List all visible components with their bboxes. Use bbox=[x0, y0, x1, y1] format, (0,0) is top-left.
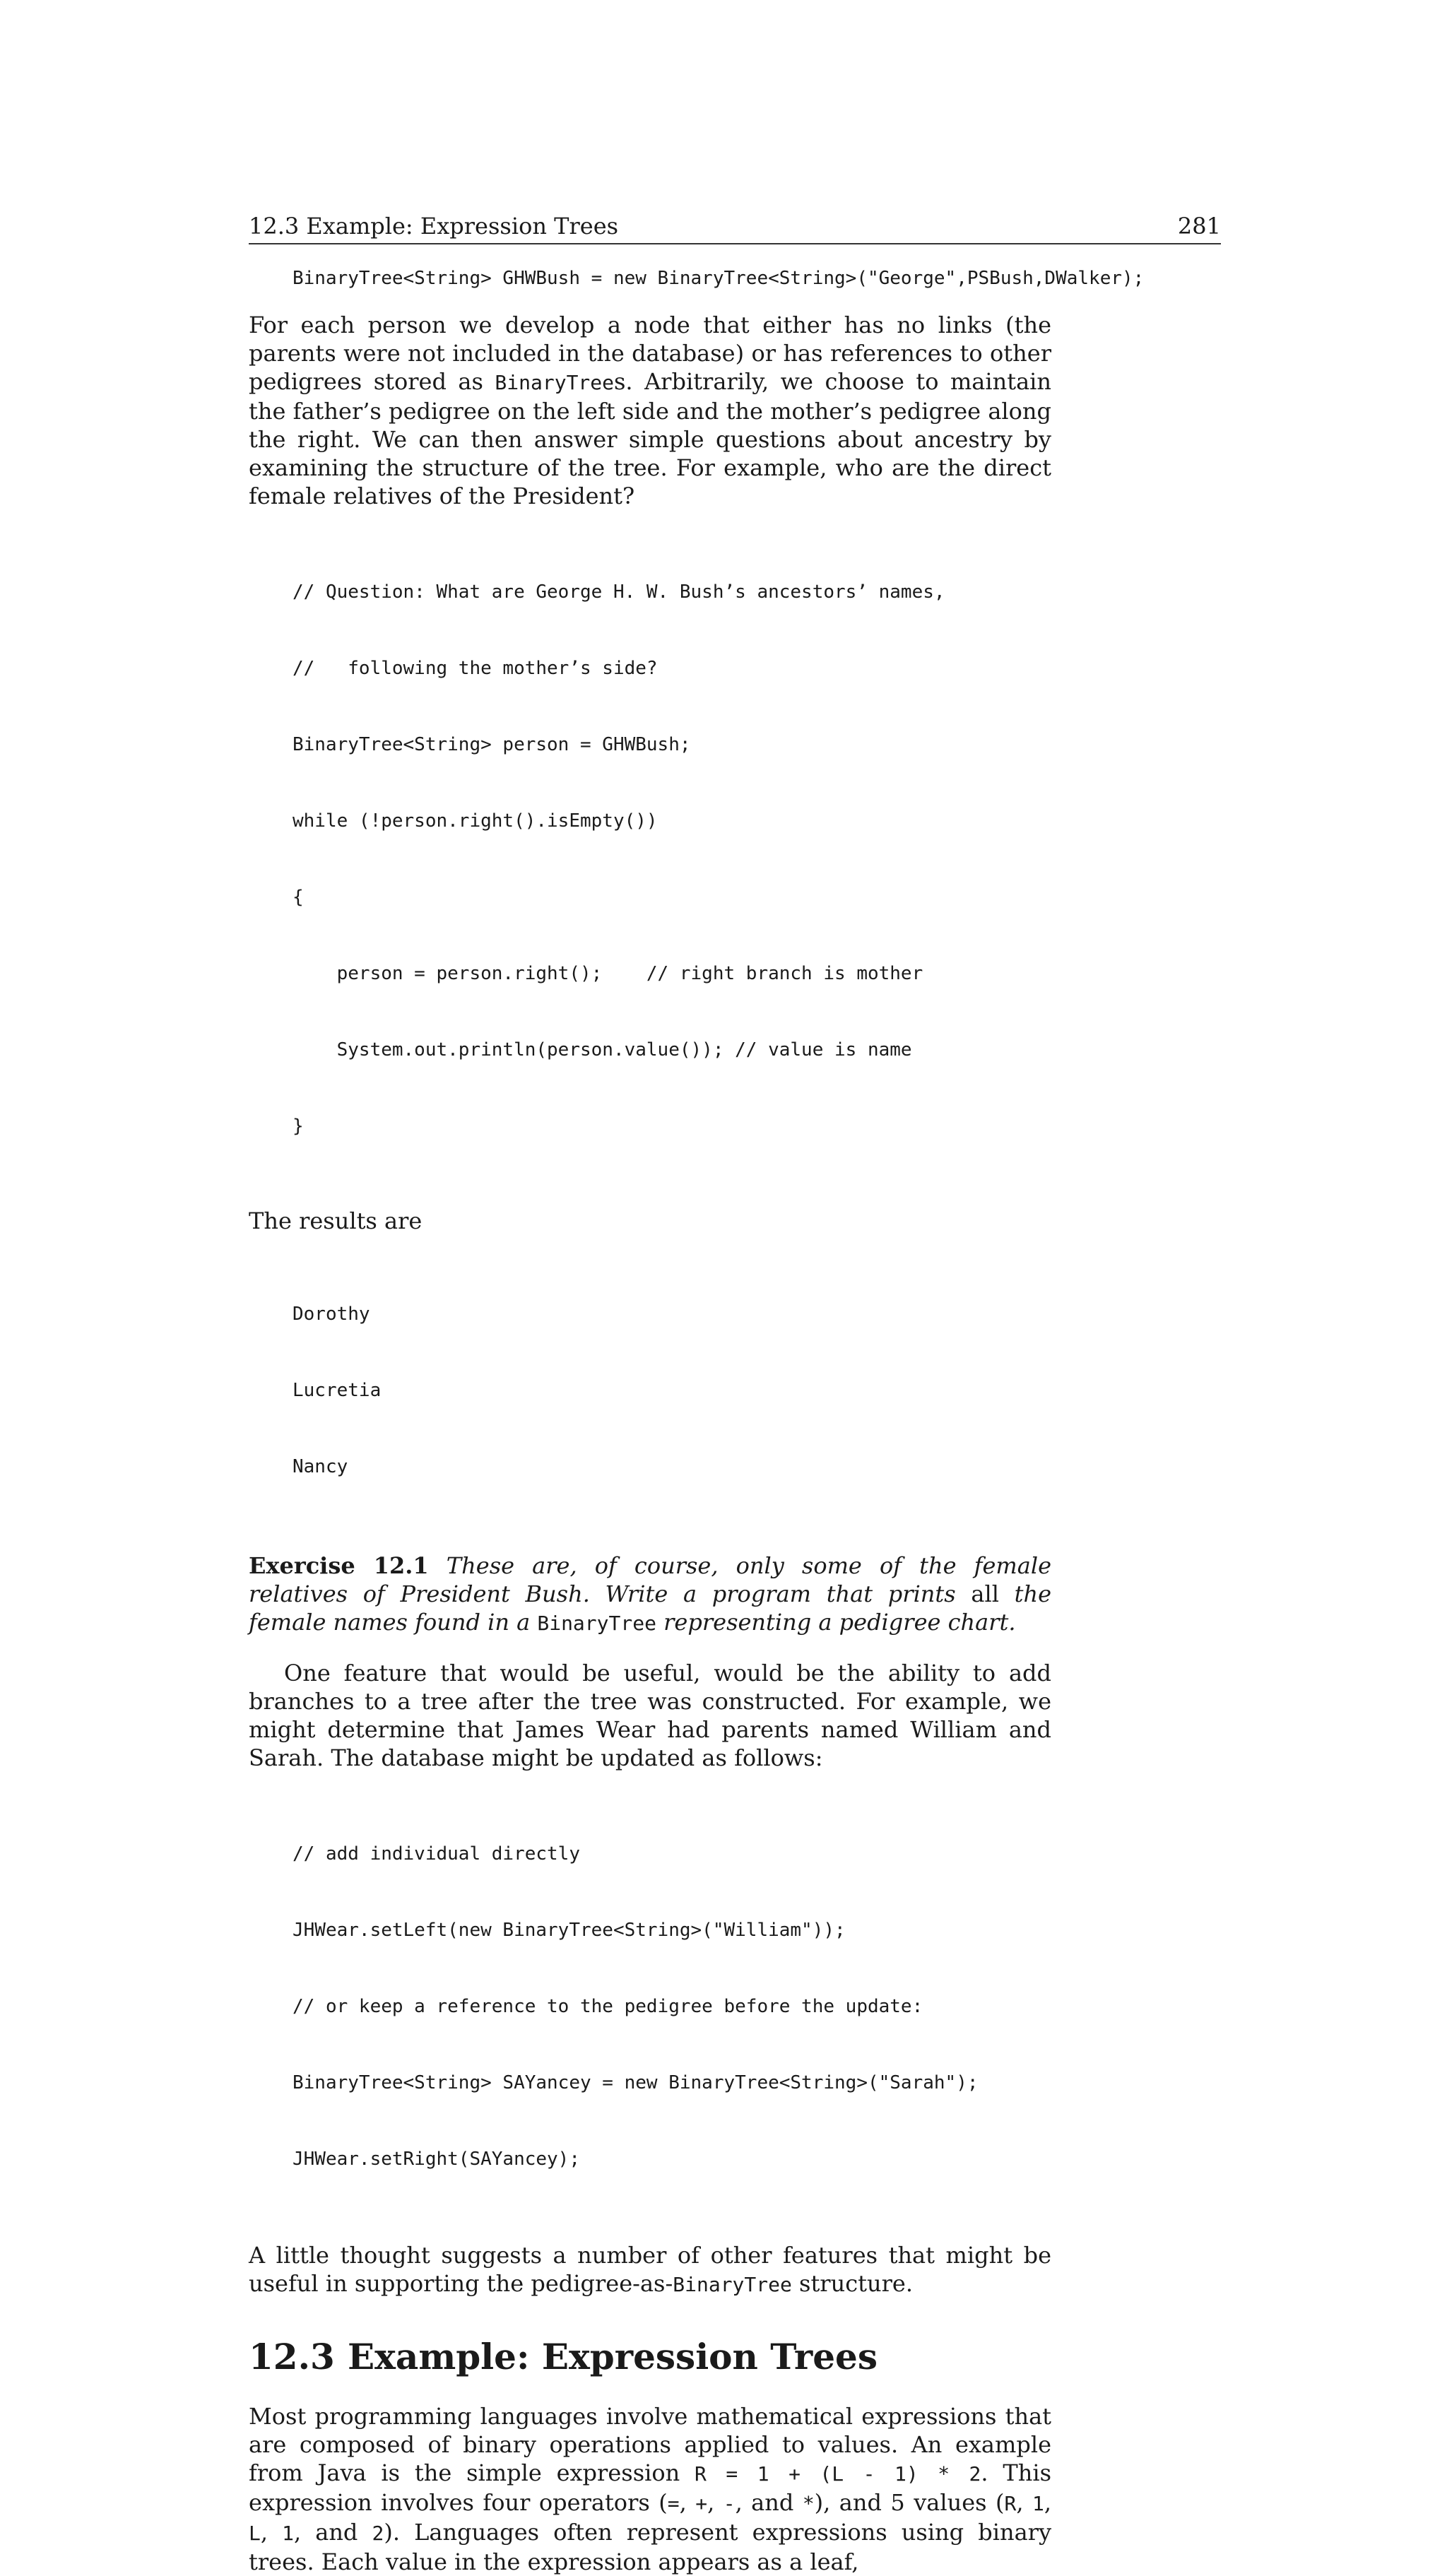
section-heading bbox=[249, 2336, 1051, 2378]
text-run: s. Arbitrarily, we choose to maintain the father’s pedigree on the left side and the mother’s pedigree along the right. We can then answer simple questions about ancestry by examining the structure of the tree. For example, who are the direct female relatives of the President? bbox=[249, 368, 1052, 509]
text-run: , and bbox=[735, 2489, 803, 2516]
paragraph-pedigree-nodes bbox=[249, 311, 1051, 510]
text-run: , bbox=[260, 2519, 283, 2546]
code-line: // or keep a reference to the pedigree before the update: bbox=[293, 1996, 923, 2017]
inline-code: 1 bbox=[282, 2522, 294, 2545]
inline-code: BinaryTree bbox=[673, 2273, 792, 2296]
text-run: representing a pedigree chart. bbox=[656, 1609, 1016, 1636]
text-run: . This expression involves four operators ( bbox=[249, 2459, 1051, 2516]
inline-code: BinaryTree bbox=[537, 1612, 656, 1635]
inline-code: BinaryTree bbox=[495, 371, 614, 394]
code-line: // following the mother’s side? bbox=[293, 658, 658, 679]
code-block-constructor: BinaryTree<String> GHWBush = new BinaryTree<String>("George",PSBush,DWalker); bbox=[293, 268, 1145, 289]
text-run-emphasis: all bbox=[971, 1581, 999, 1607]
inline-code: L bbox=[249, 2522, 261, 2545]
text-run: structure. bbox=[791, 2270, 913, 2297]
code-line: BinaryTree<String> person = GHWBush; bbox=[293, 734, 691, 755]
inline-code: 1 bbox=[1032, 2492, 1044, 2515]
text-run: For each person we develop a node that either has no links (the parents were not included in the database) or has references to other pedigrees stored as bbox=[249, 312, 1051, 395]
code-line: JHWear.setRight(SAYancey); bbox=[293, 2149, 580, 2170]
code-line: } bbox=[293, 1116, 304, 1137]
text-run: , bbox=[1044, 2489, 1052, 2516]
result-line: Dorothy bbox=[293, 1304, 370, 1325]
inline-code: 2 bbox=[372, 2522, 384, 2545]
text-run: These are, of course, only some of the female relatives of President Bush. Write a program that prints bbox=[249, 1552, 1052, 1607]
code-line: // add individual directly bbox=[293, 1843, 580, 1865]
page-number: 281 bbox=[1177, 213, 1221, 240]
section-title: Example: Expression Trees bbox=[348, 2336, 878, 2377]
inline-code: = bbox=[667, 2492, 680, 2515]
text-run: , bbox=[679, 2489, 696, 2516]
text-run: , bbox=[1016, 2489, 1032, 2516]
paragraph-other-features bbox=[249, 2241, 1051, 2299]
code-block-mother-traversal bbox=[293, 528, 1051, 1190]
book-page bbox=[249, 212, 1221, 2576]
body-column bbox=[249, 311, 1051, 2576]
paragraph-expressions bbox=[249, 2402, 1051, 2576]
running-header bbox=[249, 212, 1221, 244]
result-line: Lucretia bbox=[293, 1380, 382, 1401]
code-line: JHWear.setLeft(new BinaryTree<String>("William")); bbox=[293, 1920, 846, 1941]
code-line: // Question: What are George H. W. Bush’s ancestors’ names, bbox=[293, 581, 945, 603]
inline-code: + bbox=[695, 2492, 708, 2515]
inline-code: R bbox=[1004, 2492, 1017, 2515]
running-header-title: 12.3 Example: Expression Trees bbox=[249, 213, 619, 240]
code-line: { bbox=[293, 887, 304, 908]
text-run: A little thought suggests a number of other features that might be useful in supporting the pedigree-as- bbox=[249, 2242, 1051, 2297]
text-run: , bbox=[707, 2489, 724, 2516]
code-line: person = person.right(); // right branch is mother bbox=[293, 963, 923, 984]
text-run: ). Languages often represent expressions using binary trees. Each value in the expression appears as a leaf, bbox=[249, 2519, 1052, 2575]
exercise-12-1 bbox=[249, 1552, 1051, 1638]
code-line: BinaryTree<String> SAYancey = new BinaryTree<String>("Sarah"); bbox=[293, 2072, 979, 2093]
text-run: ), and 5 values ( bbox=[814, 2489, 1005, 2516]
paragraph-add-branches: One feature that would be useful, would be the ability to add branches to a tree after the tree was constructed. For example, we might determine that James Wear had parents named William and Sarah. The database might be updated as follows: bbox=[249, 1660, 1051, 1771]
text-run: Most programming languages involve mathematical expressions that are composed of binary operations applied to values. An example from Java is the simple expression bbox=[249, 2403, 1051, 2486]
code-line: while (!person.right().isEmpty()) bbox=[293, 810, 658, 832]
exercise-label: Exercise 12.1 bbox=[249, 1552, 429, 1579]
inline-code: * bbox=[802, 2492, 815, 2515]
inline-code: R = 1 + (L - 1) * 2 bbox=[695, 2462, 981, 2486]
code-block-update bbox=[293, 1790, 1051, 2223]
result-line: Nancy bbox=[293, 1456, 348, 1477]
text-run: the female names found in a bbox=[249, 1581, 1052, 1636]
inline-code: - bbox=[723, 2492, 736, 2515]
results-output bbox=[293, 1251, 1051, 1530]
code-line: System.out.println(person.value()); // value is name bbox=[293, 1039, 912, 1060]
section-number: 12.3 bbox=[249, 2336, 335, 2377]
results-intro: The results are bbox=[249, 1207, 423, 1234]
text-run: , and bbox=[293, 2519, 372, 2546]
